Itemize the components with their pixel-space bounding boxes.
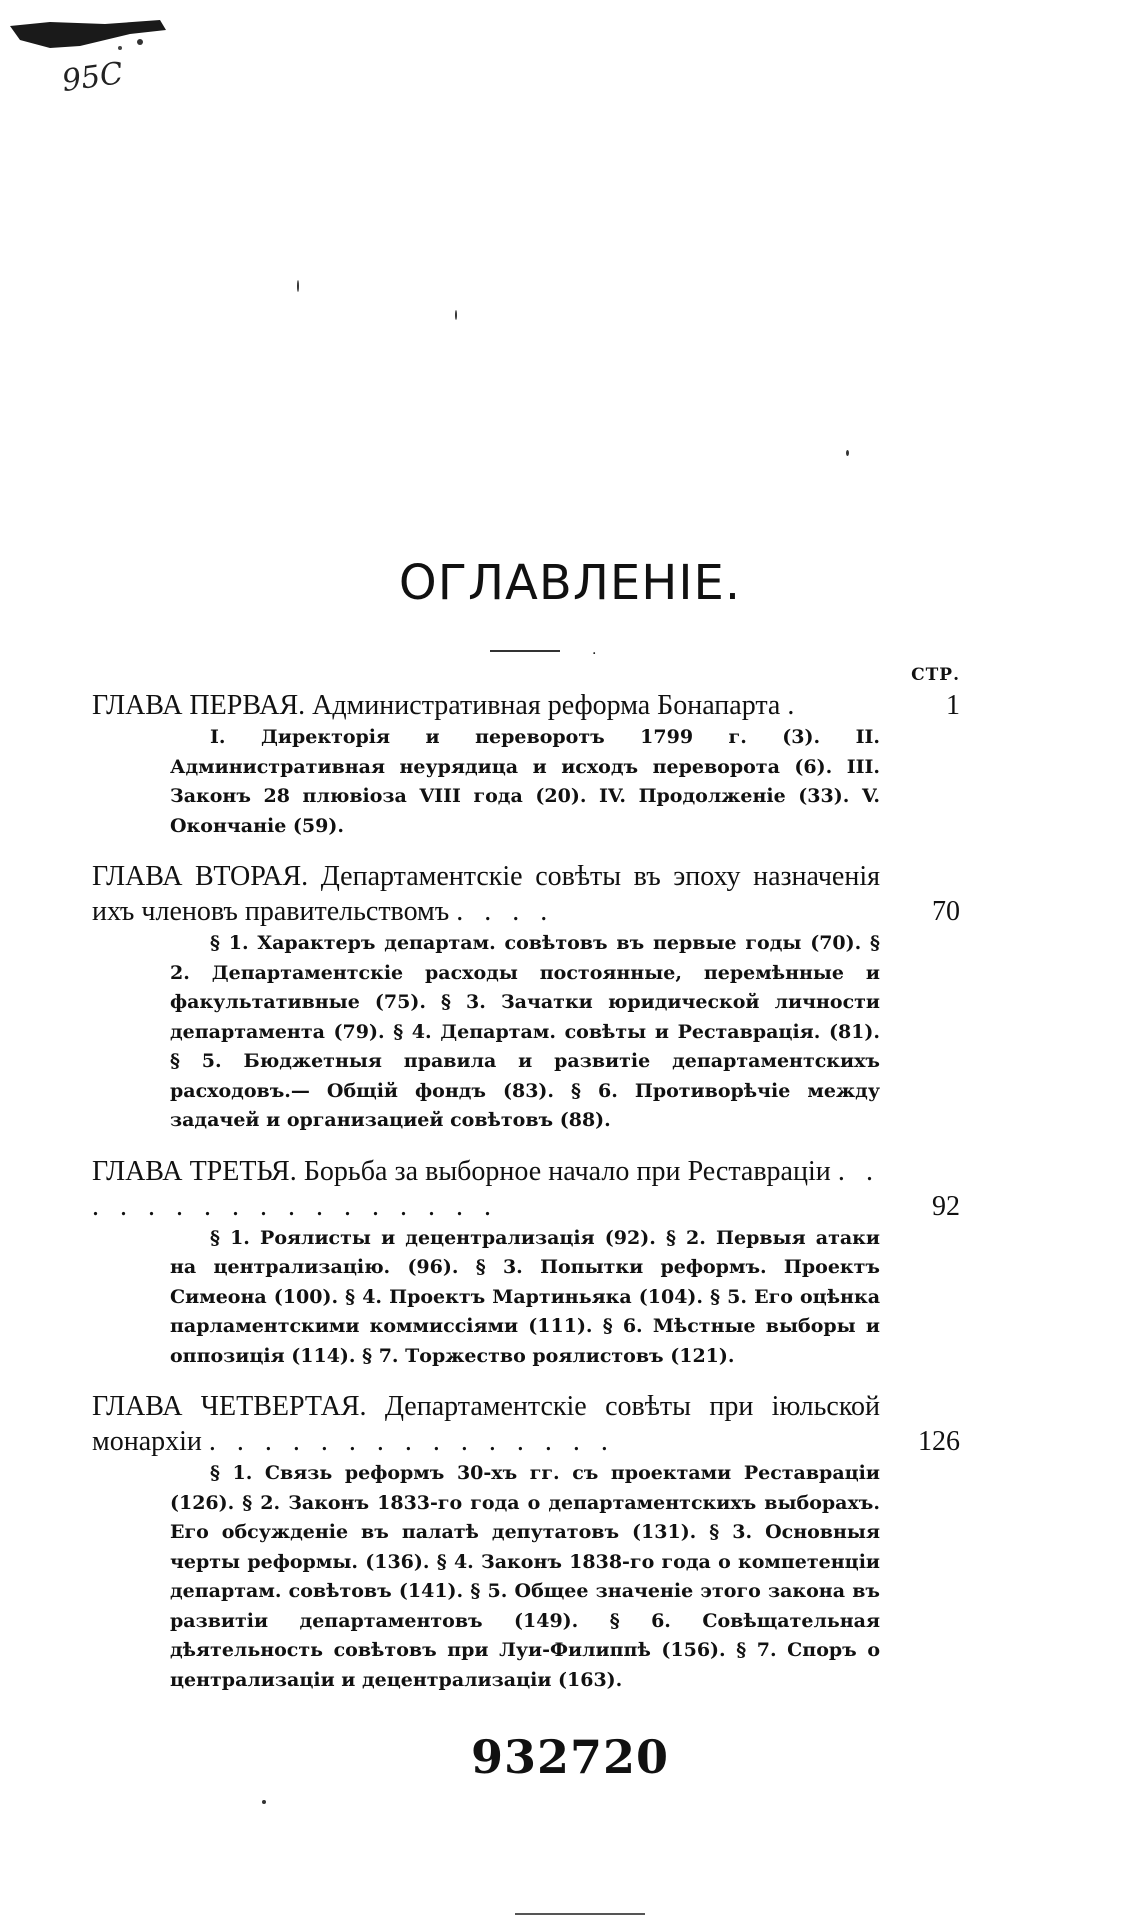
chapter-4: [92, 1389, 960, 1695]
dot-leader: . . . . . . . . . . . . . . .: [208, 1426, 615, 1457]
scan-speck: [262, 1800, 266, 1804]
chapter-title: ГЛАВА ВТОРАЯ. Департаментскіе совѣты въ эпоху назначенія ихъ членовъ правительствомъ: [92, 861, 880, 927]
chapter-heading: [92, 1154, 960, 1224]
chapter-2: [92, 859, 960, 1136]
rule-dot: ·: [592, 646, 597, 662]
chapter-title: ГЛАВА ПЕРВАЯ. Административная реформа Бонапарта .: [92, 690, 795, 721]
dot-leader: . . . . . . . . . . . . . . . . .: [92, 1155, 881, 1222]
chapter-heading: [92, 688, 960, 723]
chapter-title: ГЛАВА ЧЕТВЕРТАЯ. Департаментскіе совѣты при іюльской монархіи: [92, 1391, 880, 1457]
chapter-heading: [92, 1389, 960, 1459]
chapter-description: § 1. Роялисты и децентрализація (92). § 2. Первыя атаки на централизацію. (96). § 3. Попытки реформъ. Проектъ Симеона (100). § 4. Проектъ Мартиньяка (104). § 5. Его оцѣнка парламентскими коммиссіями (111). § 6. Мѣстные выборы и оппозиція (114). § 7. Торжество роялистовъ (121).: [170, 1226, 880, 1367]
chapter-page-number: 1: [946, 690, 960, 721]
inventory-stamp-number: 932720: [470, 1730, 670, 1784]
scan-speck: [846, 450, 849, 456]
page-title: ОГЛАВЛЕНIЕ.: [398, 555, 742, 611]
chapter-page-number: 126: [918, 1426, 960, 1457]
chapter-page-number: 92: [932, 1190, 960, 1222]
scan-speck: [455, 310, 457, 320]
chapter-page-number: 70: [932, 896, 960, 927]
chapter-description: § 1. Характеръ департам. совѣтовъ въ первые годы (70). § 2. Департаментскіе расходы постоянные, перемѣнные и факультативные (75). § 3. Зачатки юридической личности департамента (79). § 4. Департам. совѣты и Реставрація. (81). § 5. Бюджетныя правила и развитіе департаментскихъ расходовъ.— Общій фондъ (83). § 6. Противорѣчіе между задачей и организацией совѣтовъ (88).: [170, 932, 880, 1131]
chapter-title: ГЛАВА ТРЕТЬЯ. Борьба за выборное начало при Реставраціи: [92, 1155, 831, 1187]
chapter-1: [92, 688, 960, 841]
handwritten-shelf-note: 95С: [59, 55, 126, 100]
scan-speck: [297, 280, 299, 292]
table-of-contents: [92, 662, 960, 1713]
ink-smudge: [10, 18, 170, 58]
chapter-description: § 1. Связь реформъ 30-хъ гг. съ проектами Реставраціи (126). § 2. Законъ 1833-го года о департаментскихъ выборахъ. Его обсужденіе въ палатѣ депутатовъ (131). § 3. Основныя черты реформы. (136). § 4. Законъ 1838-го года о компетенціи департам. совѣтовъ (141). § 5. Общее значеніе этого закона въ развитіи департаментовъ (149). § 6. Совѣщательная дѣятельность совѣтовъ при Луи-Филиппѣ (156). § 7. Споръ о централизаціи и децентрализаціи (163).: [170, 1462, 880, 1691]
chapter-description: I. Директорія и переворотъ 1799 г. (3). II. Административная неурядица и исходъ переворота (6). III. Законъ 28 плювіоза VIII года (20). IV. Продолженіе (33). V. Окончаніе (59).: [170, 726, 880, 837]
chapter-3: [92, 1154, 960, 1372]
bottom-rule: [515, 1913, 645, 1915]
chapter-heading: [92, 859, 960, 929]
pages-column-header: СТР.: [911, 665, 960, 685]
dot-leader: . . . .: [456, 896, 555, 927]
title-rule: [490, 650, 560, 652]
